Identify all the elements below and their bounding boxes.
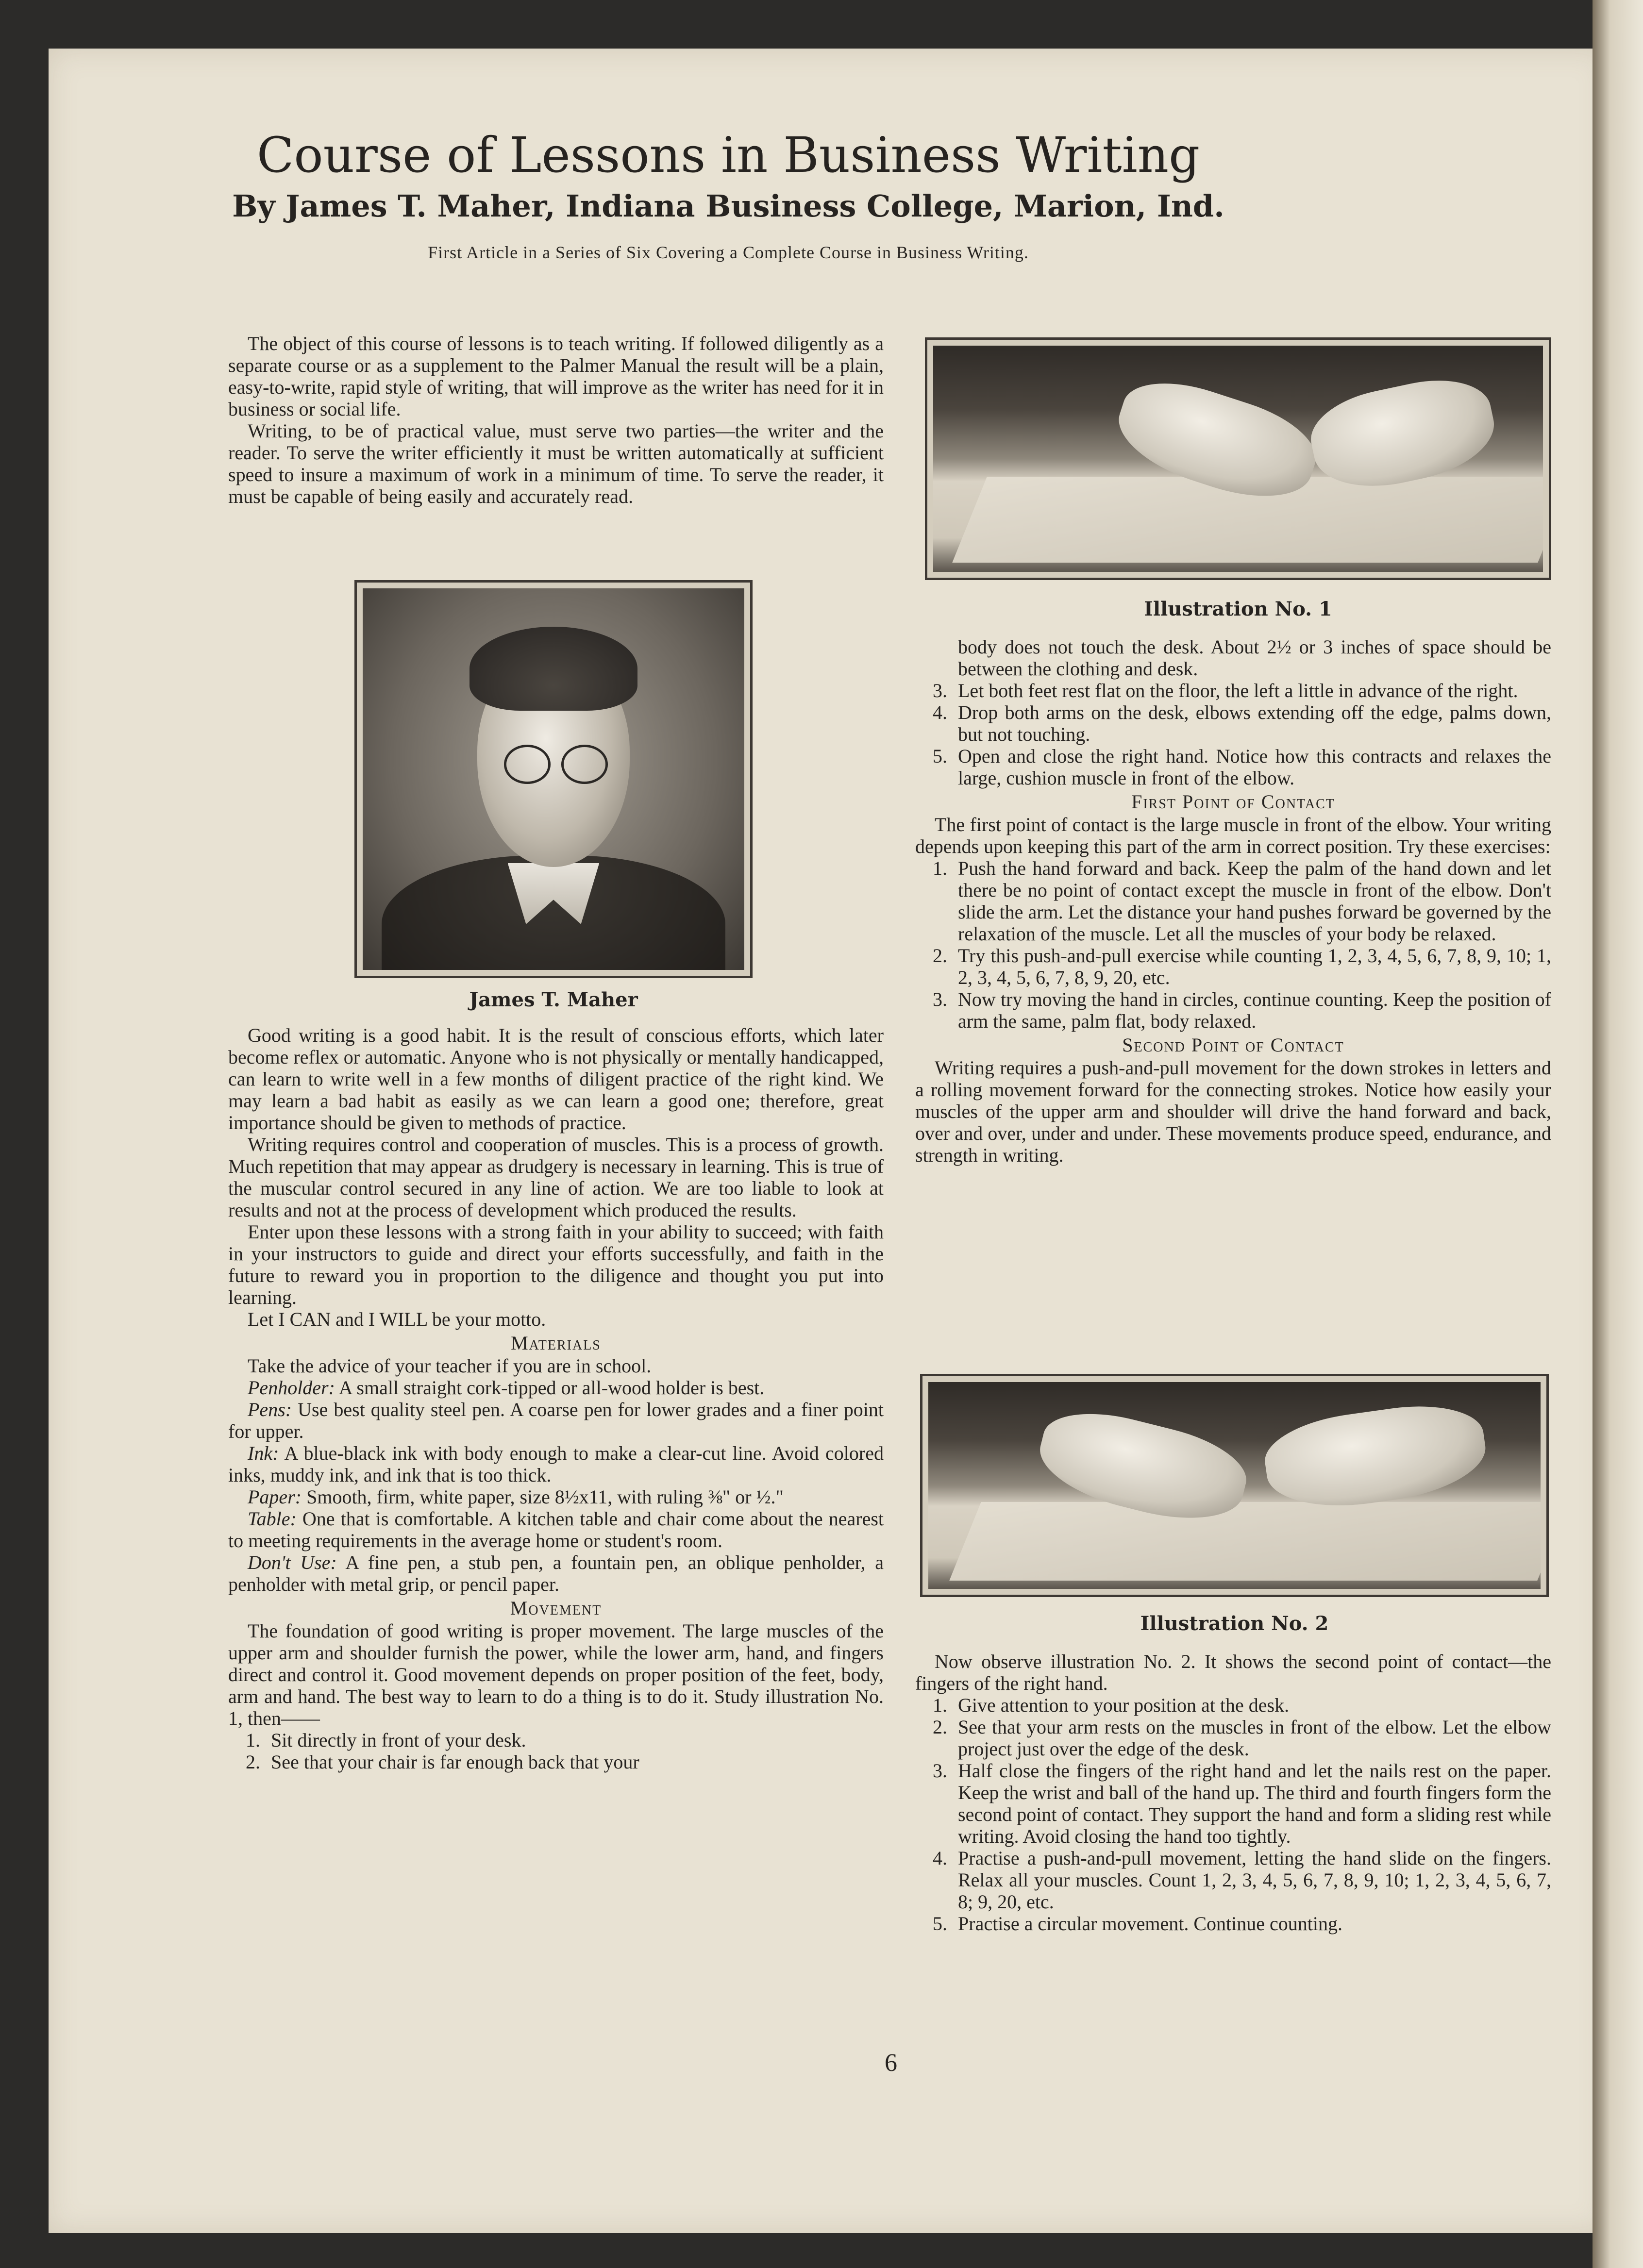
page-number: 6 — [885, 2049, 897, 2077]
paragraph: Take the advice of your teacher if you are in school. — [248, 1355, 652, 1377]
material-ink: Ink: A blue-black ink with body enough to make a clear-cut line. Avoid colored inks, muddy ink, and ink that is too thick. — [228, 1442, 884, 1486]
right-column-middle — [915, 636, 1551, 1166]
paragraph: The object of this course of lessons is to teach writing. If followed diligently as a separate course or as a supplement to the Palmer Manual the result will be a plain, easy-to-write, rapid style of writing, that will improve as the writer has need for it in business or social life. — [228, 333, 884, 420]
list-item: 5. Practise a circular movement. Continue counting. — [933, 1913, 1342, 1934]
steps-list — [915, 1694, 1551, 1934]
list-item: 4. Practise a push-and-pull movement, letting the hand slide on the fingers. Relax all your muscles. Count 1, 2, 3, 4, 5, 6, 7, 8, 9, 10; 1, 2, 3, 4, 5, 6, 7, 8; 9, 20, etc. — [933, 1847, 1551, 1913]
right-column-bottom — [915, 1651, 1551, 1934]
list-item: 3. Half close the fingers of the right hand and let the nails rest on the paper. Keep the wrist and ball of the hand up. The third and fourth fingers form the second point of contact. They support the hand and form a sliding rest while writing. Avoid closing the hand too tightly. — [933, 1760, 1551, 1847]
list-item: 4. Drop both arms on the desk, elbows extending off the edge, palms down, but not touching. — [933, 701, 1551, 745]
section-heading-materials: Materials — [511, 1332, 601, 1354]
portrait-photo — [363, 588, 744, 970]
binding-edge — [1593, 0, 1643, 2268]
list-item: 3. Now try moving the hand in circles, continue counting. Keep the position of arm the same, palm flat, body relaxed. — [933, 988, 1551, 1032]
steps-list — [915, 680, 1551, 789]
paragraph: Writing, to be of practical value, must serve two parties—the writer and the reader. To serve the writer efficiently it must be written automatically at sufficient speed to insure a maximum of work in a minimum of time. To serve the reader, it must be capable of being easily and accurately read. — [228, 420, 884, 507]
list-item: 3. Let both feet rest flat on the floor, the left a little in advance of the right. — [933, 680, 1518, 701]
illustration-1-caption: Illustration No. 1 — [1144, 598, 1332, 620]
material-pens: Pens: Use best quality steel pen. A coarse pen for lower grades and a finer point for upper. — [228, 1399, 884, 1442]
paragraph: The first point of contact is the large muscle in front of the elbow. Your writing depends upon keeping this part of the arm in correct position. Try these exercises: — [915, 814, 1551, 857]
material-paper: Paper: Smooth, firm, white paper, size 8½x11, with ruling ⅜" or ½." — [248, 1486, 784, 1508]
material-penholder: Penholder: A small straight cork-tipped or all-wood holder is best. — [248, 1377, 765, 1399]
paragraph: The foundation of good writing is proper movement. The large muscles of the upper arm and shoulder furnish the power, while the lower arm, hand, and fingers direct and control it. Good movement depends on proper position of the feet, body, arm and hand. The best way to learn to do a thing is to do it. Study illustration No. 1, then—— — [228, 1620, 884, 1729]
left-column-bottom — [228, 1024, 884, 1773]
paragraph: body does not touch the desk. About 2½ or 3 inches of space should be between the clothing and desk. — [958, 636, 1551, 680]
series-subtitle: First Article in a Series of Six Covering a Complete Course in Business Writing. — [428, 243, 1029, 262]
paragraph: Writing requires a push-and-pull movement for the down strokes in letters and a rolling movement forward for the connecting strokes. Notice how easily your muscles of the upper arm and shoulder will drive the hand forward and back, over and over, under and under. These movements produce speed, endurance, and strength in writing. — [915, 1057, 1551, 1166]
paragraph: Now observe illustration No. 2. It shows the second point of contact—the fingers of the right hand. — [915, 1651, 1551, 1694]
article-title: Course of Lessons in Business Writing — [256, 127, 1200, 183]
paragraph: Writing requires control and cooperation of muscles. This is a process of growth. Much repetition that may appear as drudgery is necessary in learning. This is true of the muscular control secured in any line of action. We are too liable to look at results and not at the process of development which produced the results. — [228, 1134, 884, 1221]
illustration-2-caption: Illustration No. 2 — [1140, 1612, 1329, 1635]
steps-list — [228, 1729, 884, 1773]
portrait-frame — [354, 580, 753, 978]
paragraph: Good writing is a good habit. It is the result of conscious efforts, which later become reflex or automatic. Anyone who is not physically or mentally handicapped, can learn to write well in a few months of diligent practice of the right kind. We may learn a bad habit as easily as we can learn a good one; therefore, great importance should be given to methods of practice. — [228, 1024, 884, 1134]
list-item: 1. Give attention to your position at the desk. — [933, 1694, 1290, 1716]
section-heading-first-point: First Point of Contact — [1131, 791, 1335, 813]
illustration-2-frame — [920, 1374, 1549, 1597]
material-dont-use: Don't Use: A fine pen, a stub pen, a fountain pen, an oblique penholder, a penholder with metal grip, or pencil paper. — [228, 1551, 884, 1595]
left-column-top — [228, 333, 884, 507]
author-byline: By James T. Maher, Indiana Business College, Marion, Ind. — [232, 188, 1224, 224]
list-item: 2. See that your arm rests on the muscles in front of the elbow. Let the elbow project just over the edge of the desk. — [933, 1716, 1551, 1760]
steps-list — [915, 857, 1551, 1032]
illustration-2-photo — [928, 1382, 1541, 1589]
section-heading-second-point: Second Point of Contact — [1122, 1034, 1344, 1056]
list-item: 5. Open and close the right hand. Notice how this contracts and relaxes the large, cushion muscle in front of the elbow. — [933, 745, 1551, 789]
portrait-caption: James T. Maher — [469, 988, 638, 1011]
material-table: Table: One that is comfortable. A kitchen table and chair come about the nearest to meeting requirements in the average home or student's room. — [228, 1508, 884, 1551]
list-item: 2. Try this push-and-pull exercise while counting 1, 2, 3, 4, 5, 6, 7, 8, 9, 10; 1, 2, 3, 4, 5, 6, 7, 8, 9, 20, etc. — [933, 945, 1551, 988]
list-item: 1. Push the hand forward and back. Keep the palm of the hand down and let there be no point of contact except the muscle in front of the elbow. Don't slide the arm. Let the distance your hand pushes forward be governed by the relaxation of the muscle. Let all the muscles of your body be relaxed. — [933, 857, 1551, 945]
illustration-1-frame — [925, 337, 1551, 580]
paragraph: Enter upon these lessons with a strong faith in your ability to succeed; with faith in your instructors to guide and direct your efforts successfully, and faith in the future to reward you in proportion to the diligence and thought you put into learning. — [228, 1221, 884, 1308]
illustration-1-photo — [933, 346, 1543, 572]
section-heading-movement: Movement — [510, 1597, 602, 1619]
list-item: 2. See that your chair is far enough back that your — [246, 1751, 639, 1773]
list-item: 1. Sit directly in front of your desk. — [246, 1729, 526, 1751]
paragraph: Let I CAN and I WILL be your motto. — [248, 1308, 546, 1330]
